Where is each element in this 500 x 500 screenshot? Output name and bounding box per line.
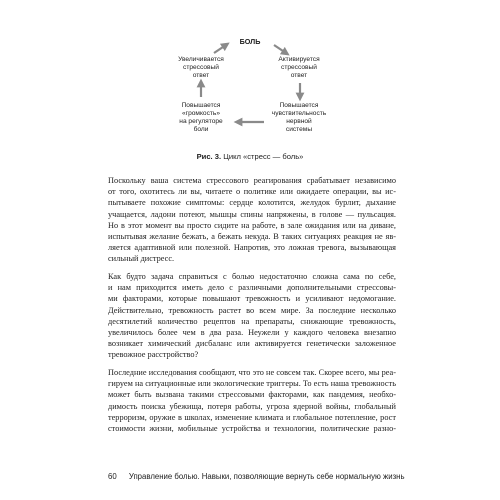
diagram-node-stress-activated: Активируется стрессовый ответ (278, 56, 320, 79)
text-line: учащается, ладони потеют, мышцы спины напряжены, в голове — пульсация. (108, 209, 396, 219)
cycle-arrows (168, 38, 332, 146)
text-line: Но в этот момент вы просто сидите на работе, в зале ожидания или на диване, (108, 220, 396, 230)
diagram-node-pain: БОЛЬ (239, 37, 261, 46)
body-paragraph-1 (108, 175, 396, 265)
page-number: 60 (108, 472, 117, 481)
text-line: Поскольку ваша система стрессового реагирования срабатывает независимо (108, 176, 396, 185)
text-line: испытывая желание бежать, а бежать некуда. В таких ситуациях реакция не яв- (108, 232, 396, 242)
diagram-node-stress-increased: Увеличивается стрессовый ответ (178, 56, 224, 79)
diagram-node-volume-increased: Повышается «громкость» на регуляторе боли (179, 102, 223, 133)
figure-caption (0, 152, 500, 161)
text-line: от того, охотитесь ли вы, читаете о политике или ожидаете операции, вы ис- (108, 187, 396, 197)
text-line: ляется адаптивной или полезной. Напротив, это ложная тревога, вызывающая (108, 243, 396, 253)
text-line: и нам приходится иметь дело с различными дополнительными стрессовы- (108, 283, 396, 293)
text-line: Как будто задача справиться с болью недостаточно сложна сама по себе, (108, 272, 396, 281)
text-line: димость поиска убежища, потеря работы, угроза ядерной войны, глобальный (108, 401, 396, 411)
figure-caption-label: Рис. 3. (196, 152, 222, 161)
text-line: сильный дистресс. (108, 254, 175, 264)
text-line: пытываете похожие симптомы: сердце колотится, желудок бурлит, дыхание (108, 198, 396, 208)
text-line: терроризм, оружие в школах, изменение климата и глобальное потепление, рост (108, 412, 396, 422)
page-footer (108, 472, 405, 481)
arrow-stress-increased-to-pain (214, 45, 226, 53)
body-paragraph-2 (108, 271, 396, 361)
body-paragraph-3 (108, 367, 396, 434)
text-line: стоимости жизни, мобильные устройства и технологии, политические разно- (108, 424, 396, 434)
figure-caption-text: Цикл «стресс — боль» (221, 152, 304, 161)
diagram-node-sensitivity-increased: Повышается чувствительность нервной системы (271, 102, 327, 133)
text-line: Последние исследования сообщают, что это не совсем так. Скорее всего, мы реа- (108, 368, 396, 377)
running-title: Управление болью. Навыки, позволяющие вернуть себе нормальную жизнь (128, 472, 405, 481)
text-line: десятилетий количество рецептов на препараты, снижающие тревожность, (108, 316, 396, 326)
text-line: тревожное расстройство? (108, 350, 199, 360)
text-line: ми факторами, которые повышают тревожность и усиливают недомогание. (108, 294, 396, 304)
text-line: гируем на ситуационные или экологические триггеры. То есть наша тревожность (108, 379, 396, 389)
arrow-pain-to-stress-activated (274, 45, 286, 53)
text-line: может быть вызвана такими стрессовыми факторами, как пандемия, необхо- (108, 390, 396, 400)
text-line: Действительно, тревожность растет во всем мире. За последние несколько (108, 305, 396, 315)
text-line: увеличилось более чем в два раза. Неужели у каждого человека внезапно (108, 328, 396, 338)
stress-pain-cycle-diagram (168, 38, 332, 146)
text-line: возникает химический дисбаланс или активируется генетически заложенное (108, 339, 396, 349)
